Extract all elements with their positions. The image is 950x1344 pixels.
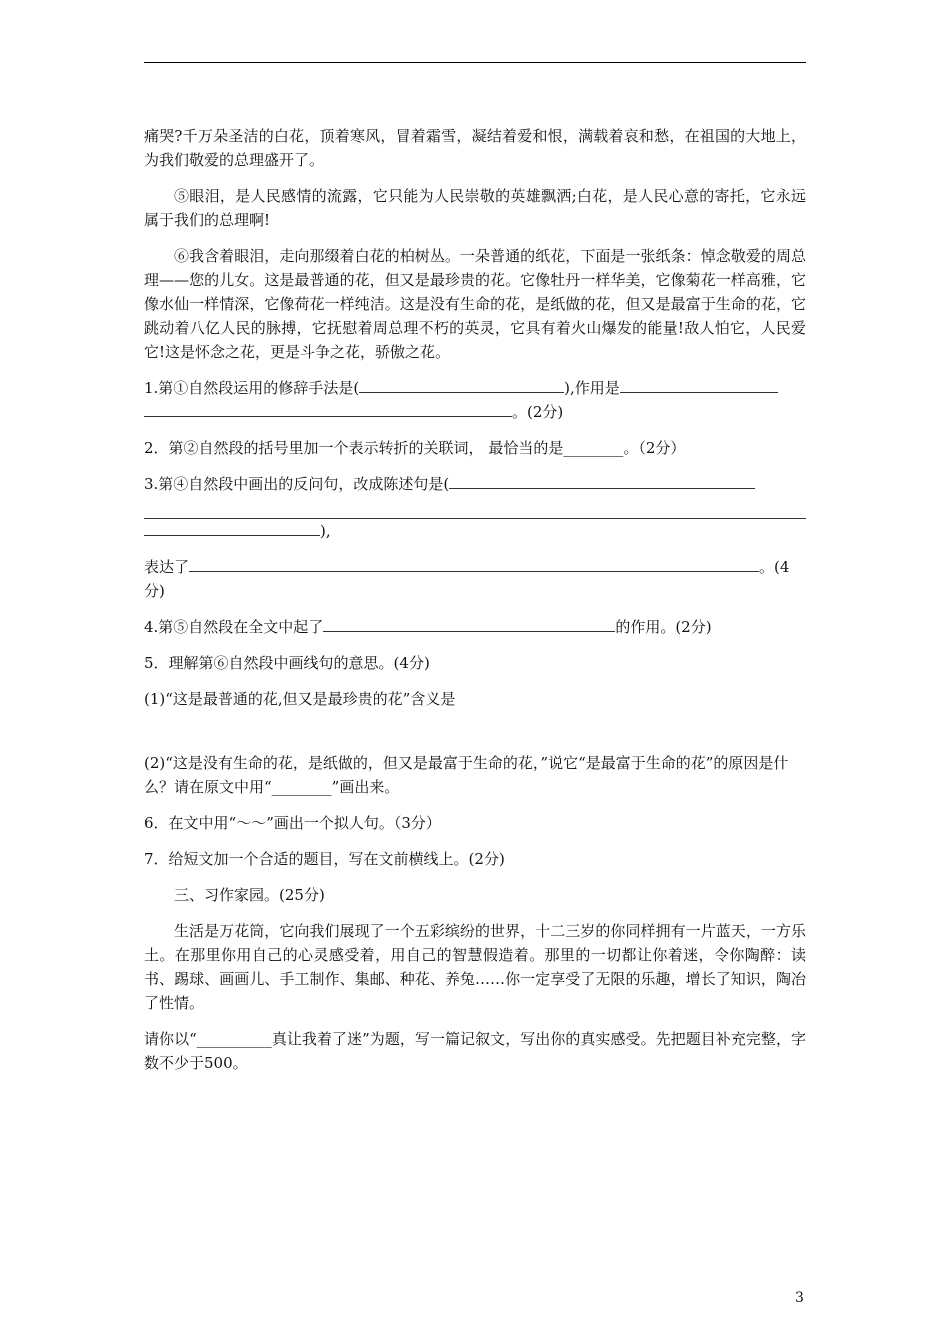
question-4	[144, 615, 806, 639]
answer-blank[interactable]	[620, 376, 778, 393]
answer-blank[interactable]	[144, 400, 512, 417]
answer-blank[interactable]	[323, 615, 615, 632]
answer-space[interactable]	[144, 723, 806, 751]
passage-paragraph-continued: 痛哭?千万朵圣洁的白花，顶着寒风，冒着霜雪，凝结着爱和恨，满载着哀和愁，在祖国的大地上，为我们敬爱的总理盛开了。	[144, 127, 806, 169]
answer-blank[interactable]	[449, 472, 755, 489]
question-5-part-2: (2)“这是没有生命的花，是纸做的，但又是最富于生命的花，”说它“是最富于生命的花”的原因是什么？请在原文中用“________”画出来。	[144, 754, 789, 796]
answer-blank[interactable]	[359, 376, 564, 393]
question-2: 2．第②自然段的括号里加一个表示转折的关联词， 最恰当的是________。（2分）	[144, 439, 686, 457]
answer-blank[interactable]	[144, 519, 320, 536]
question-4-text-b: 的作用。(2分)	[615, 618, 712, 636]
question-3-text-c: 表达了	[144, 558, 190, 576]
question-4-text-a: 4.第⑤自然段在全文中起了	[144, 618, 324, 636]
question-3	[144, 472, 806, 603]
page-number: 3	[795, 1290, 804, 1306]
passage-paragraph-5: ⑤眼泪，是人民感情的流露，它只能为人民崇敬的英雄飘洒;白花，是人民心意的寄托，它永远属于我们的总理啊!	[144, 187, 806, 229]
question-5: 5．理解第⑥自然段中画线句的意思。(4分)	[144, 654, 430, 672]
composition-heading: 三、习作家园。(25分)	[174, 886, 325, 904]
question-1-text-b: ),作用是	[564, 379, 620, 397]
passage-paragraph-6: ⑥我含着眼泪，走向那缀着白花的柏树丛。一朵普通的纸花，下面是一张纸条：悼念敬爱的周总理——您的儿女。这是最普通的花，但又是最珍贵的花。它像牡丹一样华美，它像菊花一样高雅，它像水仙一样情深，它像荷花一样纯洁。这是没有生命的花，是纸做的花，但又是最富于生命的花，它跳动着八亿人民的脉搏，它抚慰着周总理不朽的英灵，它具有着火山爆发的能量!敌人怕它，人民爱它!这是怀念之花，更是斗争之花，骄傲之花。	[144, 247, 806, 361]
header-rule	[144, 62, 806, 63]
question-1	[144, 376, 806, 424]
answer-blank[interactable]	[189, 555, 759, 572]
composition-task: 请你以“__________真让我着了迷”为题，写一篇记叙文，写出你的真实感受。先把题目补充完整，字数不少于500。	[144, 1030, 806, 1072]
question-1-text-c: 。(2分)	[512, 403, 564, 421]
question-1-text-a: 1.第①自然段运用的修辞手法是(	[144, 379, 360, 397]
question-6: 6．在文中用“～～”画出一个拟人句。（3分）	[144, 814, 441, 832]
page-content	[144, 124, 806, 1087]
question-7: 7．给短文加一个合适的题目，写在文前横线上。(2分)	[144, 850, 505, 868]
question-3-text-b: ),	[320, 522, 331, 540]
question-3-text-a: 3.第④自然段中画出的反问句，改成陈述句是(	[144, 475, 450, 493]
question-5-part-1: (1)“这是最普通的花,但又是最珍贵的花”含义是	[144, 690, 456, 708]
composition-intro: 生活是万花筒，它向我们展现了一个五彩缤纷的世界，十二三岁的你同样拥有一片蓝天，一方乐土。在那里你用自己的心灵感受着，用自己的智慧假造着。那里的一切都让你着迷，令你陶醉：读书、踢球、画画儿、手工制作、集邮、种花、养兔……你一定享受了无限的乐趣，增长了知识，陶冶了性情。	[144, 922, 806, 1012]
question-3-text-d: 。(4分)	[144, 558, 790, 600]
answer-line[interactable]	[144, 496, 806, 519]
